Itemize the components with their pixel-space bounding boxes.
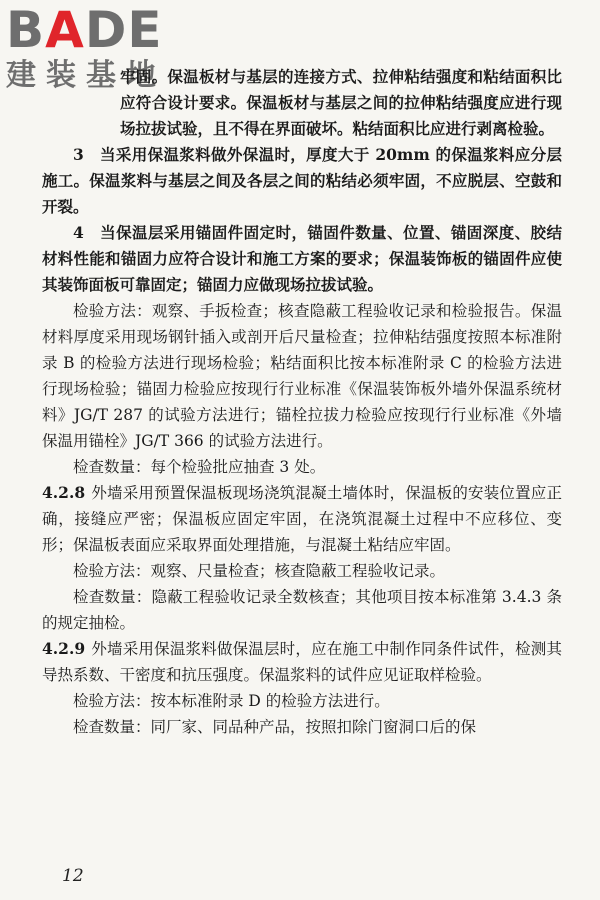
paragraph-inspection-quantity: 检查数量：同厂家、同品种产品，按照扣除门窗洞口后的保 — [73, 718, 477, 736]
paragraph-continuation: 牢固。保温板材与基层的连接方式、拉伸粘结强度和粘结面积比应符合设计要求。保温板材与基层之间的拉伸粘结强度应进行现场拉拔试验，且不得在界面破坏。粘结面积比应进行剥离检验。 — [120, 67, 562, 138]
paragraph-inspection-quantity: 检查数量：每个检验批应抽查 3 处。 — [73, 458, 326, 476]
logo-wordmark: BADE — [6, 1, 163, 59]
paragraph-inspection-quantity: 检查数量：隐蔽工程验收记录全数核查；其他项目按本标准第 3.4.3 条的规定抽检。 — [42, 588, 562, 632]
logo-subtitle: 建装基地 — [6, 58, 166, 93]
clause-text: 外墙采用保温浆料做保温层时，应在施工中制作同条件试件，检测其导热系数、干密度和抗压强度。保温浆料的试件应见证取样检验。 — [42, 640, 562, 684]
paragraph-inspection-method: 检验方法：按本标准附录 D 的检验方法进行。 — [73, 692, 390, 710]
page-number: 12 — [62, 866, 84, 886]
clause-number: 4.2.8 — [42, 483, 86, 502]
paragraph-item-4: 4 当保温层采用锚固件固定时，锚固件数量、位置、锚固深度、胶结材料性能和锚固力应符合设计和施工方案的要求；保温装饰板的锚固件应使其装饰面板可靠固定；锚固力应做现场拉拔试验。 — [42, 223, 562, 294]
clause-text: 外墙采用预置保温板现场浇筑混凝土墙体时，保温板的安装位置应正确，接缝应严密；保温板应固定牢固，在浇筑混凝土过程中不应移位、变形；保温板表面应采取界面处理措施，与混凝土粘结应牢固。 — [42, 484, 562, 554]
document-body — [42, 64, 562, 740]
paragraph-item-3: 3 当采用保温浆料做外保温时，厚度大于 20mm 的保温浆料应分层施工。保温浆料与基层之间及各层之间的粘结必须牢固，不应脱层、空鼓和开裂。 — [42, 145, 562, 216]
paragraph-inspection-method: 检验方法：观察、尺量检查；核查隐蔽工程验收记录。 — [73, 562, 446, 580]
paragraph-inspection-method: 检验方法：观察、手扳检查；核查隐蔽工程验收记录和检验报告。保温材料厚度采用现场钢针插入或剖开后尺量检查；拉伸粘结强度按照本标准附录 B 的检验方法进行现场检验；粘结面积比按本标准附录 C 的检验方法进行现场检验；锚固力检验应按现行行业标准《保温装饰板外墙外保温系统材料》JG/T 287 的试验方法进行；锚栓拉拔力检验应按现行行业标准《外墙保温用锚栓》JG/T 366 的试验方法进行。 — [42, 302, 562, 450]
clause-number: 4.2.9 — [42, 639, 86, 658]
clause-4-2-9 — [42, 636, 562, 688]
clause-4-2-8 — [42, 480, 562, 558]
